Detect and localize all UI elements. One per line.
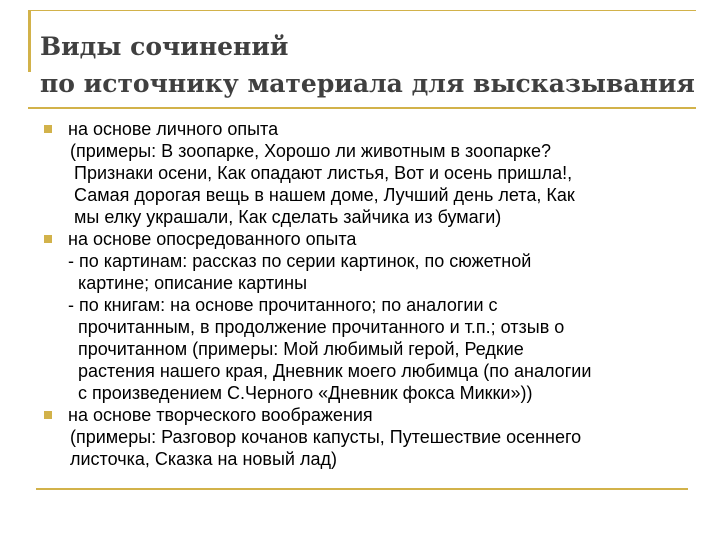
square-bullet-icon [44, 411, 52, 419]
list-item-text: листочка, Сказка на новый лад) [70, 449, 337, 469]
frame-top-rule [28, 10, 696, 11]
list-item-text: Признаки осени, Как опадают листья, Вот и осень пришла!, [74, 163, 573, 183]
slide-title-line-2: по источнику материала для высказывания [40, 69, 695, 98]
list-item-text: мы елку украшали, Как сделать зайчика из бумаги) [74, 207, 502, 227]
list-item-personal-experience [44, 118, 704, 228]
list-item-text: прочитанным, в продолжение прочитанного и т.п.; отзыв о [78, 317, 565, 337]
list-item-text: с произведением С.Черного «Дневник фокса Микки»)) [78, 383, 533, 403]
square-bullet-icon [44, 235, 52, 243]
list-item-heading: на основе творческого воображения [68, 405, 373, 425]
slide-title [40, 28, 695, 102]
list-item-text: - по книгам: на основе прочитанного; по аналогии с [68, 295, 498, 315]
frame-left-bar [28, 10, 31, 72]
list-item-text: Самая дорогая вещь в нашем доме, Лучший день лета, Как [74, 185, 575, 205]
list-item-text: - по картинам: рассказ по серии картинок, по сюжетной [68, 251, 532, 271]
slide-title-line-1: Виды сочинений [40, 32, 289, 61]
list-item-text: растения нашего края, Дневник моего любимца (по аналогии [78, 361, 592, 381]
list-item-creative-imagination [44, 404, 704, 470]
title-divider [28, 107, 696, 109]
list-item-text: (примеры: В зоопарке, Хорошо ли животным в зоопарке? [70, 141, 551, 161]
bullet-list [44, 118, 704, 470]
list-item-text: картине; описание картины [78, 273, 308, 293]
list-item-text: прочитанном (примеры: Мой любимый герой, Редкие [78, 339, 524, 359]
square-bullet-icon [44, 125, 52, 133]
list-item-mediated-experience [44, 228, 704, 404]
list-item-heading: на основе личного опыта [68, 119, 279, 139]
list-item-text: (примеры: Разговор кочанов капусты, Путешествие осеннего [70, 427, 582, 447]
list-item-heading: на основе опосредованного опыта [68, 229, 357, 249]
bottom-rule [36, 488, 688, 490]
